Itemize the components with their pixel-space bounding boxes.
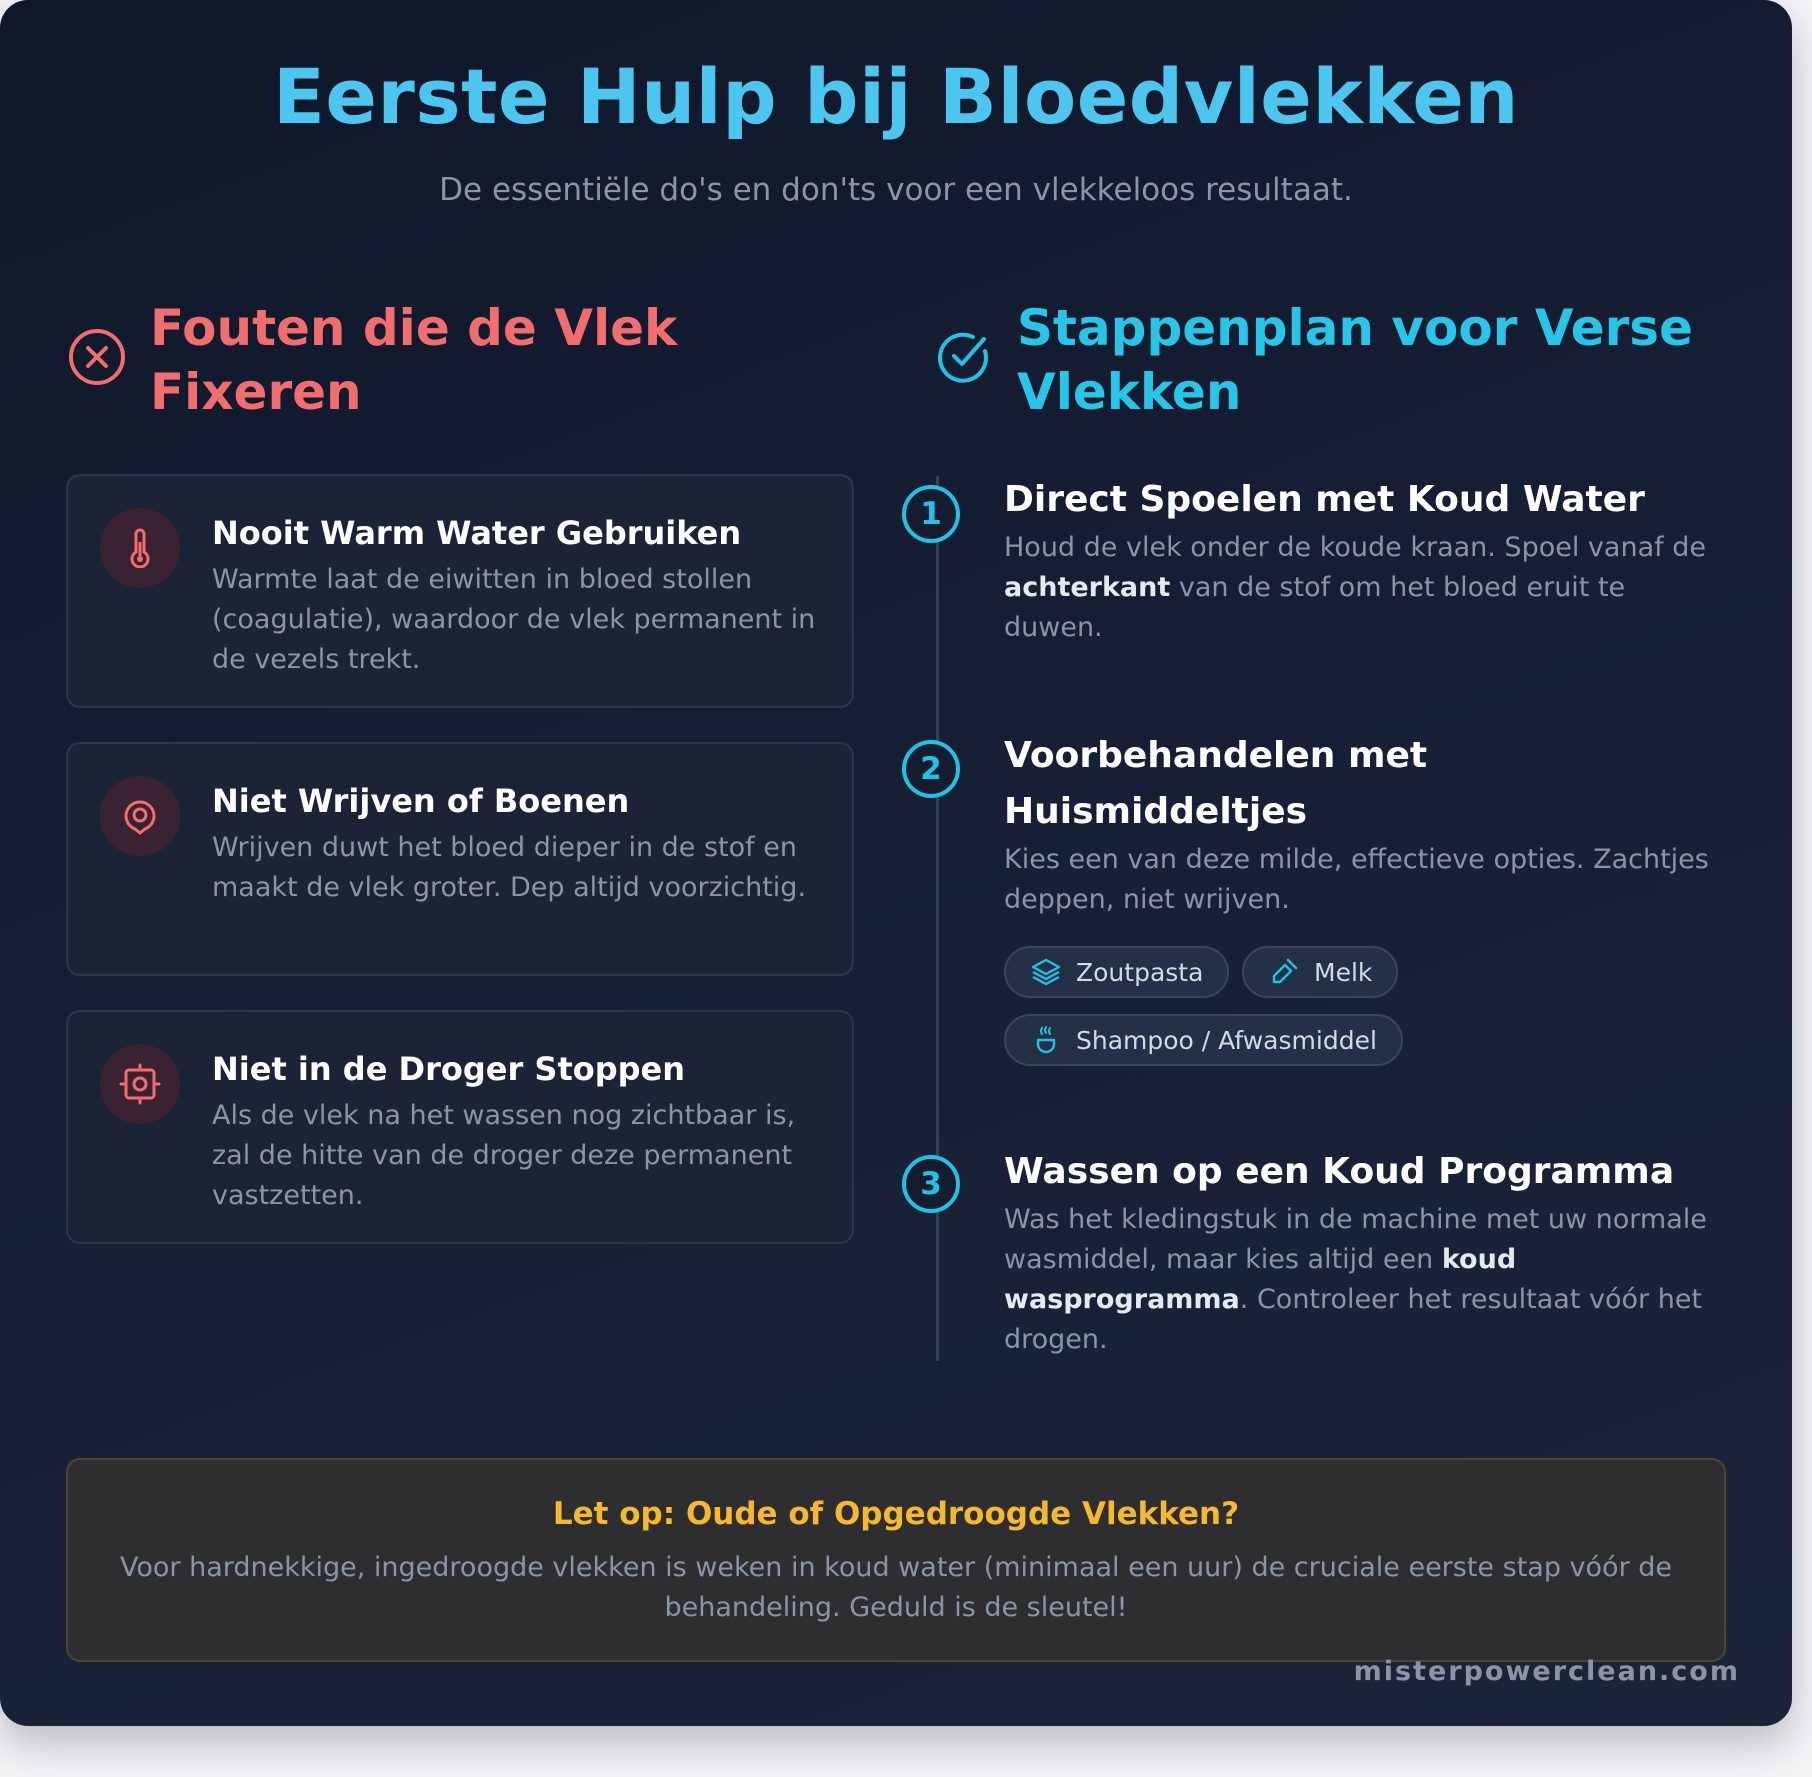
remedy-tag <box>1242 946 1398 998</box>
page-subtitle: De essentiële do's en don'ts voor een vlekkeloos resultaat. <box>439 172 1353 208</box>
step-desc: Kies een van deze milde, effectieve opties. Zachtjes deppen, niet wrijven. <box>1004 844 1709 915</box>
step-number: 3 <box>902 1155 960 1213</box>
soap-icon <box>1030 1024 1062 1056</box>
dryer-icon <box>100 1044 180 1124</box>
notice-box <box>66 1458 1726 1662</box>
mistake-desc: Wrijven duwt het bloed dieper in de stof en maakt de vlek groter. Dep altijd voorzichtig. <box>212 832 807 903</box>
step-title: Direct Spoelen met Koud Water <box>1004 479 1645 520</box>
tag-label: Zoutpasta <box>1076 957 1204 987</box>
mistake-desc: Als de vlek na het wassen nog zichtbaar is, zal de hitte van de droger deze permanent vastzetten. <box>212 1100 796 1211</box>
mistakes-heading <box>66 296 856 424</box>
steps-heading-text: Stappenplan voor Verse Vlekken <box>1017 299 1693 421</box>
notice-text: Voor hardnekkige, ingedroogde vlekken is weken in koud water (minimaal een uur) de cruciale eerste stap vóór de behandeling. Geduld is de sleutel! <box>119 1552 1672 1623</box>
mistake-card <box>66 1010 854 1244</box>
x-circle-icon <box>66 326 128 388</box>
step-number: 2 <box>902 740 960 798</box>
mistake-card <box>66 474 854 708</box>
mistake-title: Niet Wrijven of Boenen <box>212 782 630 820</box>
step-desc: Was het kledingstuk in de machine met uw normale wasmiddel, maar kies altijd een koud wasprogramma. Controleer het resultaat vóór het drogen. <box>1004 1204 1707 1355</box>
step-desc: Houd de vlek onder de koude kraan. Spoel vanaf de achterkant van de stof om het bloed eruit te duwen. <box>1004 532 1706 643</box>
mistakes-heading-text: Fouten die de Vlek Fixeren <box>150 299 678 421</box>
mistake-title: Nooit Warm Water Gebruiken <box>212 514 742 552</box>
remedy-tag <box>1004 946 1229 998</box>
mistake-card <box>66 742 854 976</box>
steps-heading <box>933 296 1753 424</box>
step-title: Voorbehandelen met Huismiddeltjes <box>1004 735 1428 832</box>
mistake-desc: Warmte laat de eiwitten in bloed stollen (coagulatie), waardoor de vlek permanent in de vezels trekt. <box>212 564 816 675</box>
tag-label: Shampoo / Afwasmiddel <box>1076 1025 1377 1055</box>
mistake-title: Niet in de Droger Stoppen <box>212 1050 686 1088</box>
milk-icon <box>1268 956 1300 988</box>
timeline-line <box>936 476 939 1361</box>
page-title: Eerste Hulp bij Bloedvlekken <box>272 52 1520 141</box>
step-title: Wassen op een Koud Programma <box>1004 1151 1675 1192</box>
thermometer-icon <box>100 508 180 588</box>
step-number: 1 <box>902 485 960 543</box>
layers-icon <box>1030 956 1062 988</box>
footer-site: misterpowerclean.com <box>1353 1656 1740 1687</box>
notice-title: Let op: Oude of Opgedroogde Vlekken? <box>552 1496 1240 1532</box>
check-circle-icon <box>933 326 995 388</box>
tag-label: Melk <box>1314 957 1373 987</box>
rub-icon <box>100 776 180 856</box>
remedy-tag <box>1004 1014 1403 1066</box>
